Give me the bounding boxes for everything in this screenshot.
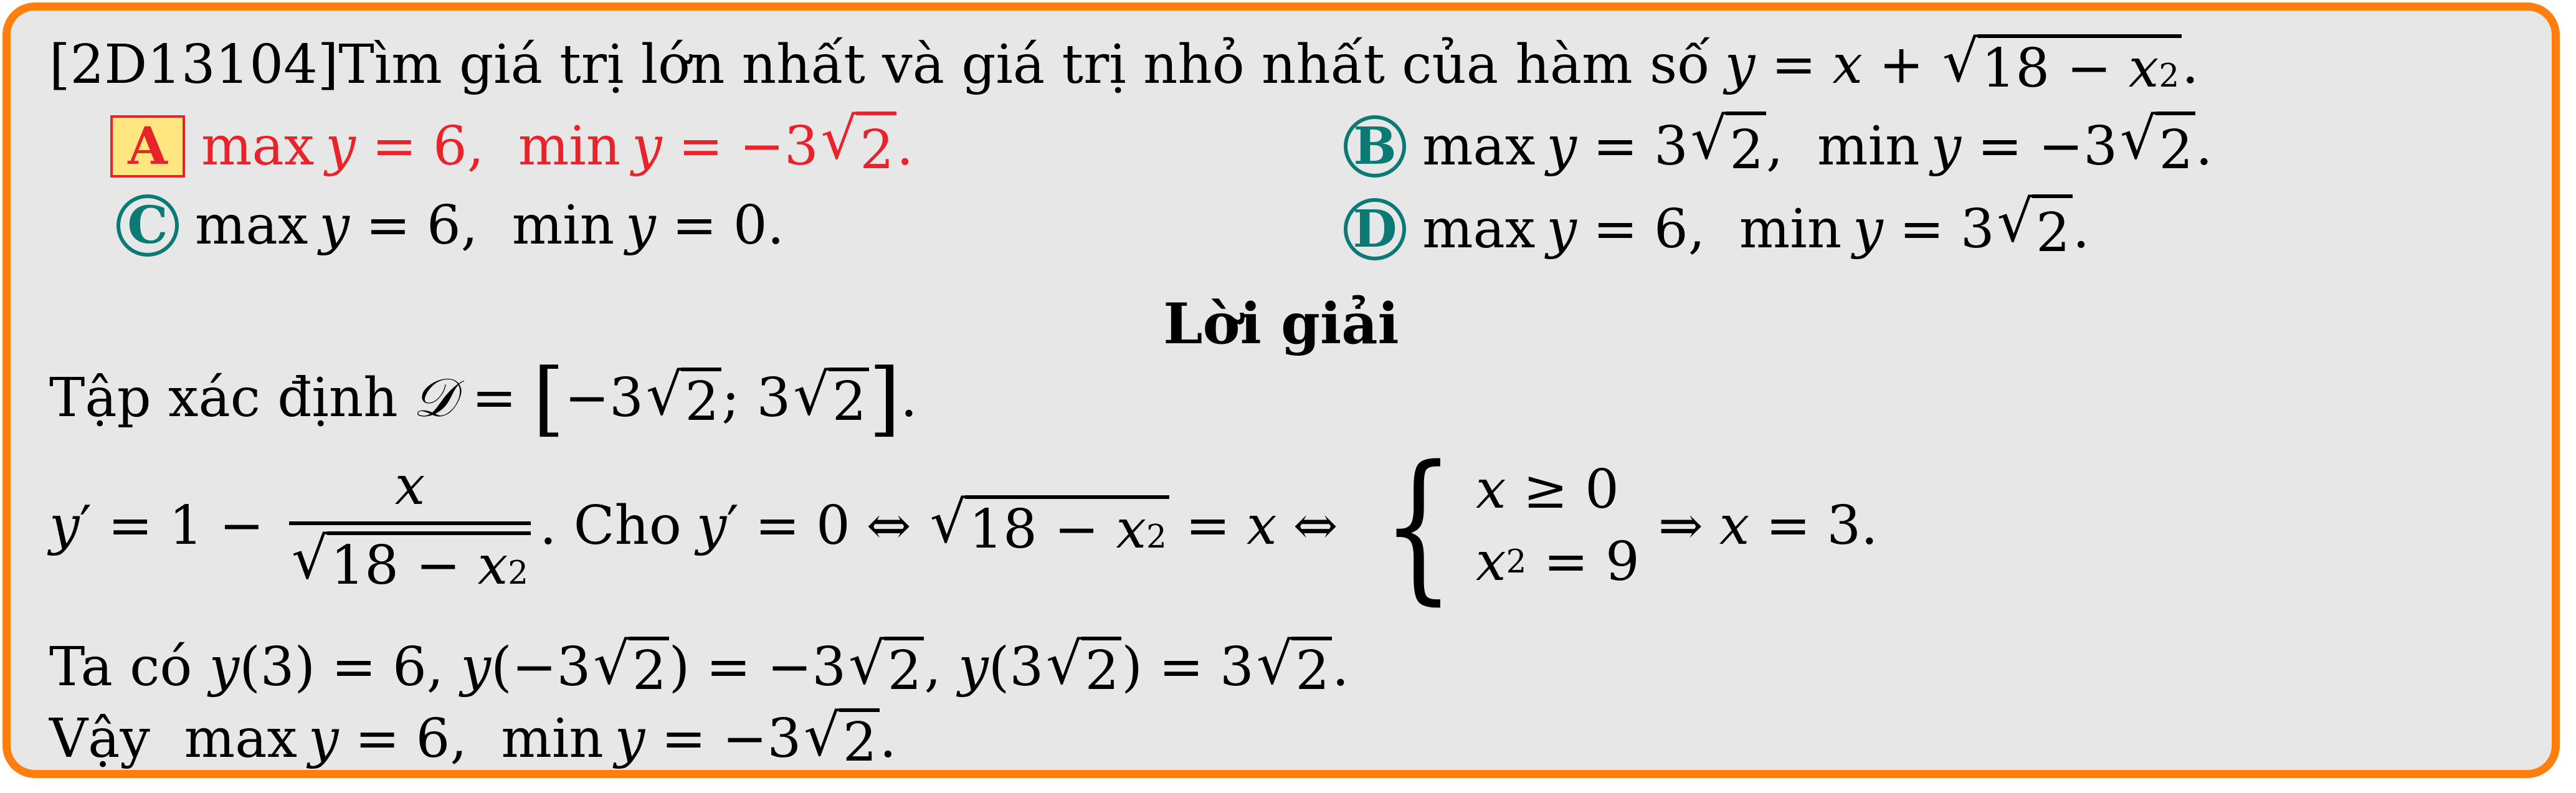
option-a[interactable]: [110, 105, 914, 181]
question-text: Tìm giá trị lớn nhất và giá trị nhỏ nhất của hàm số: [338, 34, 1710, 96]
derivative-fraction: x √ 18 − x 2: [289, 459, 531, 592]
condition-1: x ≥ 0: [1475, 458, 1619, 521]
option-a-text: max y = 6, min y = −3 √ 2 .: [201, 105, 914, 181]
values-line: Ta có y (3) = 6, y (−3 √ 2 ) = −3 √ 2 , y (3 √ 2 ) = 3 √ 2 .: [49, 630, 1349, 702]
system-of-conditions: [1475, 458, 1640, 593]
function-radical: √ 18 − x 2: [1942, 34, 2182, 95]
option-d[interactable]: [1344, 188, 2090, 264]
option-b-marker: B: [1344, 115, 1406, 178]
condition-2: x 2 = 9: [1475, 531, 1640, 593]
option-d-marker: D: [1344, 198, 1406, 260]
conclusion-label: Vậy: [49, 708, 150, 770]
option-b[interactable]: [1344, 105, 2213, 181]
problem-code: [2D13104]: [49, 34, 339, 96]
domain-line: Tập xác định 𝒟 = [ −3 √ 2 ; 3 √ 2 ] .: [49, 351, 918, 445]
solution-title: Lời giải: [1163, 291, 1399, 357]
domain-label: Tập xác định: [49, 367, 398, 429]
derivative-line: y ′ = 1 − x √ 18 − x 2 . Cho y ′ = 0 ⇔ √ 18 − x 2 = x ⇔ { x ≥ 0 x 2 = 9 ⇒ x = 3.: [49, 432, 1878, 620]
option-c[interactable]: [116, 194, 784, 257]
option-a-marker: A: [110, 115, 185, 178]
question-card: [2, 2, 2560, 778]
conclusion-line: Vậy max y = 6, min y = −3 √ 2 .: [49, 702, 896, 774]
cho-label: Cho: [573, 495, 682, 557]
domain-symbol: 𝒟: [412, 367, 456, 429]
option-b-text: max y = 3 √ 2 , min y = −3 √ 2 .: [1422, 105, 2213, 181]
function-lhs: y: [1724, 34, 1756, 96]
values-label: Ta có: [49, 636, 192, 698]
option-d-text: max y = 6, min y = 3 √ 2 .: [1422, 188, 2090, 264]
option-c-text: max y = 6, min y = 0.: [195, 194, 784, 257]
question-line: [2D13104] Tìm giá trị lớn nhất và giá trị nhỏ nhất của hàm số y = x + √ 18 − x 2 .: [49, 28, 2199, 100]
option-c-marker: C: [116, 194, 179, 257]
